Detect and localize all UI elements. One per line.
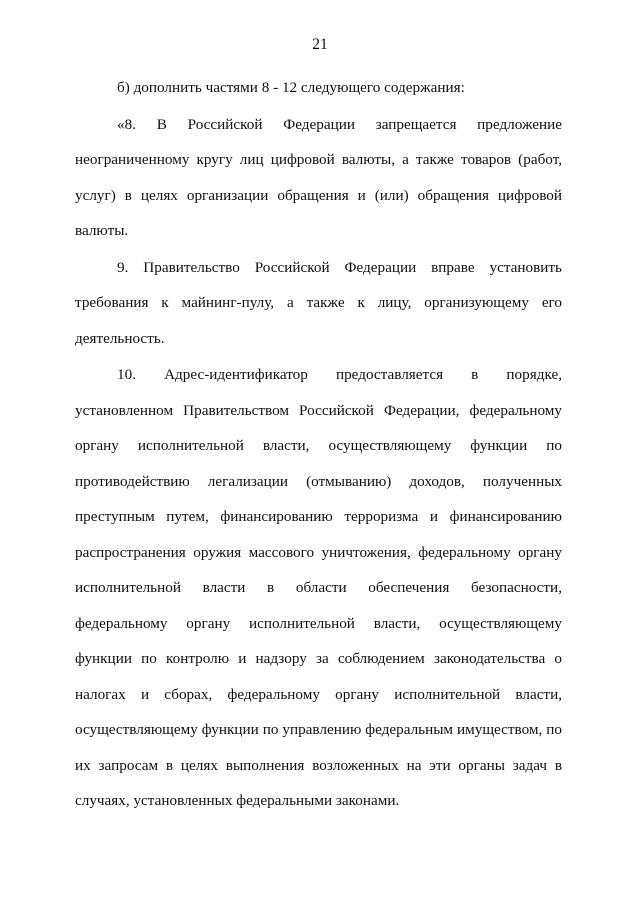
paragraph-part-9: 9. Правительство Российской Федерации вправе установить требования к майнинг-пулу, а также к лицу, организующему его деятельность. [75,258,562,347]
paragraph-part-10: 10. Адрес-идентификатор предоставляется в порядке, установленном Правительством Российской Федерации, федеральному органу исполнительной власти, осуществляющему функции по противодействию легализации (отмыванию) доходов, полученных преступным путем, финансированию терроризма и финансированию распространения оружия массового уничтожения, федеральному органу исполнительной власти в области обеспечения безопасности, федеральному органу исполнительной власти, осуществляющему функции по контролю и надзору за соблюдением законодательства о налогах и сборах, федеральному органу исполнительной власти, осуществляющему функции по управлению федеральным имуществом, по их запросам в целях выполнения возложенных на эти органы задач в случаях, установленных федеральными законами. [75,366,562,809]
paragraph-amendment-intro: б) дополнить частями 8 - 12 следующего содержания: [117,79,465,96]
page-number: 21 [312,36,328,53]
paragraph-part-8: «8. В Российской Федерации запрещается предложение неограниченному кругу лиц цифровой валюты, а также товаров (работ, услуг) в целях организации обращения и (или) обращения цифровой валюты. [75,115,562,239]
document-body [75,70,562,820]
